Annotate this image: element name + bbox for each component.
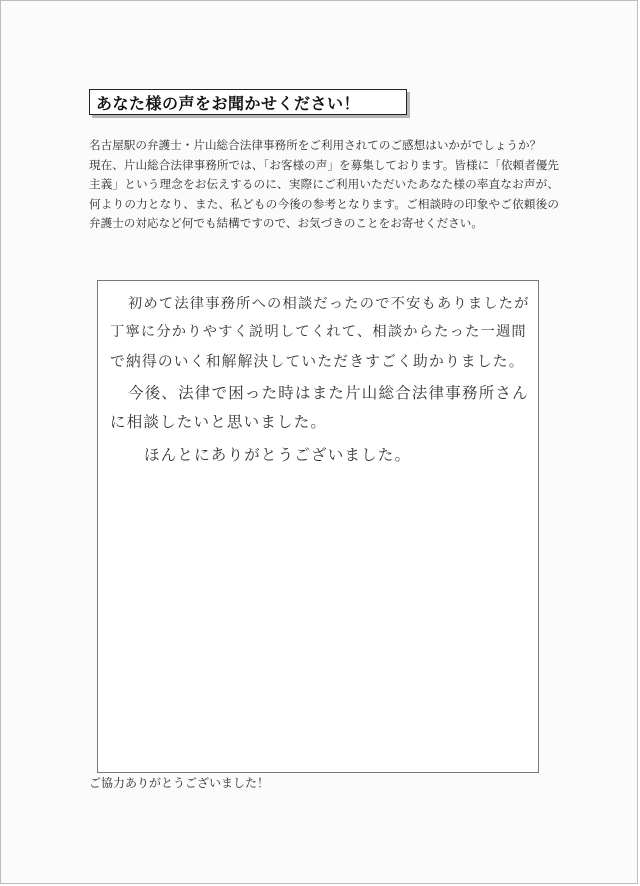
handwritten-line: 丁寧に分かりやすく説明してくれて、相談からたった一週間: [110, 324, 527, 340]
handwritten-line: ほんとにありがとうございました。: [144, 446, 412, 464]
heading-title: あなた様の声をお聞かせください！: [96, 93, 361, 113]
intro-paragraph-1: 名古屋駅の弁護士・片山総合法律事務所をご利用されてのご感想はいかがでしょうか？: [89, 138, 542, 152]
intro-paragraph-2: 現在、片山総合法律事務所では、「お客様の声」を募集しております。皆様に「依頼者優先主義」という理念をお伝えするのに、実際にご利用いただいたあなた様の率直なお声が、何よりの力となり、また、私どもの今後の参考となります。ご相談時の印象やご依頼後の弁護士の対応など何でも結構ですので、お気づきのことをお寄せください。: [89, 157, 559, 230]
handwritten-line: 初めて法律事務所への相談だったので不安もありましたが: [128, 296, 530, 312]
intro-text: [89, 136, 559, 234]
answer-box: [97, 280, 539, 773]
heading-box: [89, 89, 407, 115]
handwritten-line: 今後、法律で困った時はまた片山総合法律事務所さん: [128, 384, 529, 402]
handwritten-line: で納得のいく和解解決していただきすごく助かりました。: [110, 353, 525, 370]
handwritten-line: に相談したいと思いました。: [110, 413, 328, 431]
footer-thanks: ご協力ありがとうございました！: [89, 776, 270, 790]
